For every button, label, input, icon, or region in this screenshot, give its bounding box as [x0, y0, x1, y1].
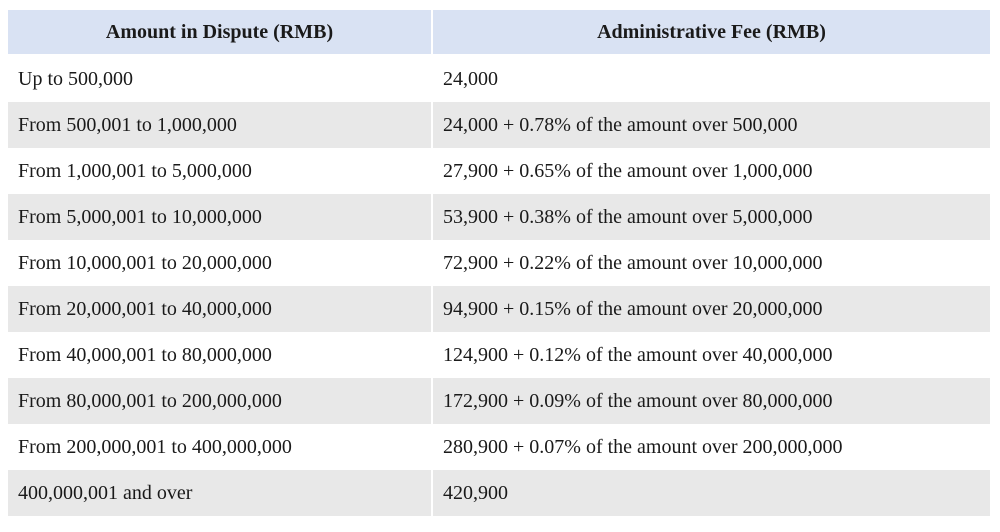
amount-cell: From 200,000,001 to 400,000,000 — [8, 424, 432, 470]
header-amount-in-dispute: Amount in Dispute (RMB) — [8, 10, 432, 55]
amount-cell: From 10,000,001 to 20,000,000 — [8, 240, 432, 286]
amount-cell: Up to 500,000 — [8, 55, 432, 102]
fee-cell: 280,900 + 0.07% of the amount over 200,000,000 — [432, 424, 990, 470]
table-row — [8, 424, 990, 470]
amount-cell: From 5,000,001 to 10,000,000 — [8, 194, 432, 240]
fee-cell: 420,900 — [432, 470, 990, 516]
table-row — [8, 378, 990, 424]
table-row — [8, 55, 990, 102]
table-row — [8, 194, 990, 240]
header-row — [8, 10, 990, 55]
fee-schedule-table — [8, 10, 990, 516]
table-row — [8, 148, 990, 194]
table-body — [8, 55, 990, 516]
table-row — [8, 102, 990, 148]
fee-cell: 27,900 + 0.65% of the amount over 1,000,000 — [432, 148, 990, 194]
fee-cell: 124,900 + 0.12% of the amount over 40,000,000 — [432, 332, 990, 378]
table-header — [8, 10, 990, 55]
amount-cell: From 40,000,001 to 80,000,000 — [8, 332, 432, 378]
amount-cell: From 1,000,001 to 5,000,000 — [8, 148, 432, 194]
fee-cell: 24,000 — [432, 55, 990, 102]
header-administrative-fee: Administrative Fee (RMB) — [432, 10, 990, 55]
fee-cell: 24,000 + 0.78% of the amount over 500,000 — [432, 102, 990, 148]
fee-cell: 94,900 + 0.15% of the amount over 20,000,000 — [432, 286, 990, 332]
amount-cell: 400,000,001 and over — [8, 470, 432, 516]
fee-cell: 72,900 + 0.22% of the amount over 10,000,000 — [432, 240, 990, 286]
amount-cell: From 500,001 to 1,000,000 — [8, 102, 432, 148]
table-row — [8, 332, 990, 378]
table-row — [8, 240, 990, 286]
table-row — [8, 286, 990, 332]
amount-cell: From 20,000,001 to 40,000,000 — [8, 286, 432, 332]
table-row — [8, 470, 990, 516]
fee-cell: 172,900 + 0.09% of the amount over 80,000,000 — [432, 378, 990, 424]
fee-cell: 53,900 + 0.38% of the amount over 5,000,000 — [432, 194, 990, 240]
amount-cell: From 80,000,001 to 200,000,000 — [8, 378, 432, 424]
